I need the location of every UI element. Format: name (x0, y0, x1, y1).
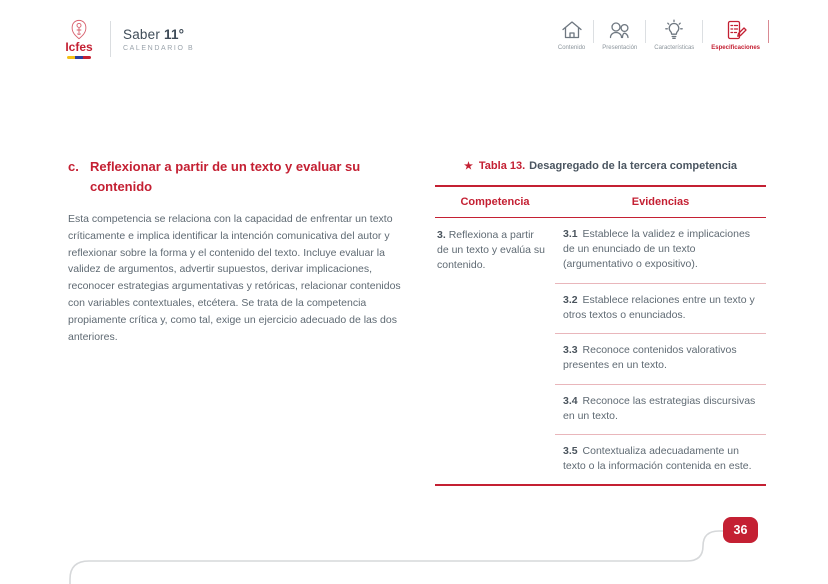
nav-item-contenido[interactable] (551, 18, 592, 51)
flag-yellow (67, 56, 75, 59)
evidence-row (555, 283, 766, 333)
product-word: Saber (123, 26, 161, 42)
nav-label: Características (654, 45, 695, 51)
competencia-number: 3. (437, 229, 446, 241)
product-name (123, 27, 194, 42)
evidence-text: Establece relaciones entre un texto y otros textos o enunciados. (563, 293, 755, 321)
nav-divider (702, 20, 703, 43)
nav-divider (593, 20, 594, 43)
nav-label: Contenido (557, 45, 586, 51)
heading-letter: c. (68, 159, 79, 174)
calendar-label: CALENDARIO B (123, 44, 195, 52)
people-icon (608, 18, 632, 42)
flag-red (83, 56, 91, 59)
table-title-rest: Desagregado de la tercera competencia (529, 160, 738, 172)
page-number-badge: 36 (723, 517, 758, 543)
evidence-number: 3.3 (563, 344, 578, 357)
product-grade: 11° (163, 26, 185, 42)
product-title (123, 27, 194, 52)
flag-blue (75, 56, 83, 59)
evidence-row (555, 333, 766, 383)
header-nav (551, 18, 770, 51)
evidence-row (555, 218, 766, 283)
nav-label: Presentación (602, 45, 638, 51)
evidence-text: Contextualiza adecuadamente un texto o la información contenida en este. (563, 444, 752, 473)
evidence-number: 3.4 (563, 394, 578, 407)
icfes-emblem-icon (67, 19, 91, 41)
competencias-table (435, 185, 766, 486)
heading-text: Reflexionar a partir de un texto y evaluar su contenido (90, 159, 361, 194)
col-header-competencia: Competencia (460, 196, 530, 208)
flag-bar (67, 56, 91, 59)
evidence-row (555, 384, 766, 434)
nav-item-caracteristicas[interactable] (647, 18, 701, 51)
evidence-number: 3.2 (563, 293, 578, 306)
competencia-cell (435, 218, 555, 484)
nav-divider (645, 20, 646, 43)
nav-divider-active (768, 20, 769, 43)
competencia-text: Reflexiona a partir de un texto y evalúa su contenido. (437, 229, 545, 272)
home-icon (560, 18, 584, 42)
evidence-number: 3.5 (563, 444, 578, 457)
table-header-row (435, 187, 766, 218)
col-header-evidencias: Evidencias (631, 196, 690, 208)
brand-divider (110, 21, 111, 57)
evidence-row (555, 434, 766, 484)
table-section (435, 160, 766, 486)
nav-label: Especificaciones (711, 45, 760, 51)
lightbulb-icon (662, 18, 686, 42)
evidence-text: Establece la validez e implicaciones de un enunciado de un texto (argumentativo o expositivo). (563, 228, 751, 271)
evidence-text: Reconoce contenidos valorativos presentes en un texto. (563, 344, 737, 372)
icfes-logo (58, 19, 100, 59)
star-icon: ★ (463, 161, 473, 172)
table-title (435, 160, 766, 172)
nav-item-especificaciones[interactable] (704, 18, 767, 51)
brand-logo (58, 19, 194, 59)
section-heading (68, 157, 401, 196)
evidencias-column (555, 218, 766, 484)
nav-item-presentacion[interactable] (595, 18, 644, 51)
evidence-text: Reconoce las estrategias discursivas en un texto. (563, 394, 756, 422)
table-title-label: Tabla 13. (478, 160, 526, 172)
table-body (435, 218, 766, 484)
document-pencil-icon (724, 18, 748, 42)
icfes-wordmark: Icfes (65, 40, 93, 54)
evidence-number: 3.1 (563, 228, 578, 240)
section-left-column (68, 157, 401, 345)
body-paragraph: Esta competencia se relaciona con la capacidad de enfrentar un texto críticamente e implica identificar la intención comunicativa del autor y reflexionar sobre la forma y el contenido del texto. Incluye evaluar la validez de argumentos, advertir supuestos, derivar implicaciones, reconocer estrategias argumentativas y retóricas, relacionar contenidos con variables contextuales, etcétera. Se trata de la competencia propiamente crítica y, como tal, exige un ejercicio adecuado de las dos anteriores. (68, 213, 401, 343)
